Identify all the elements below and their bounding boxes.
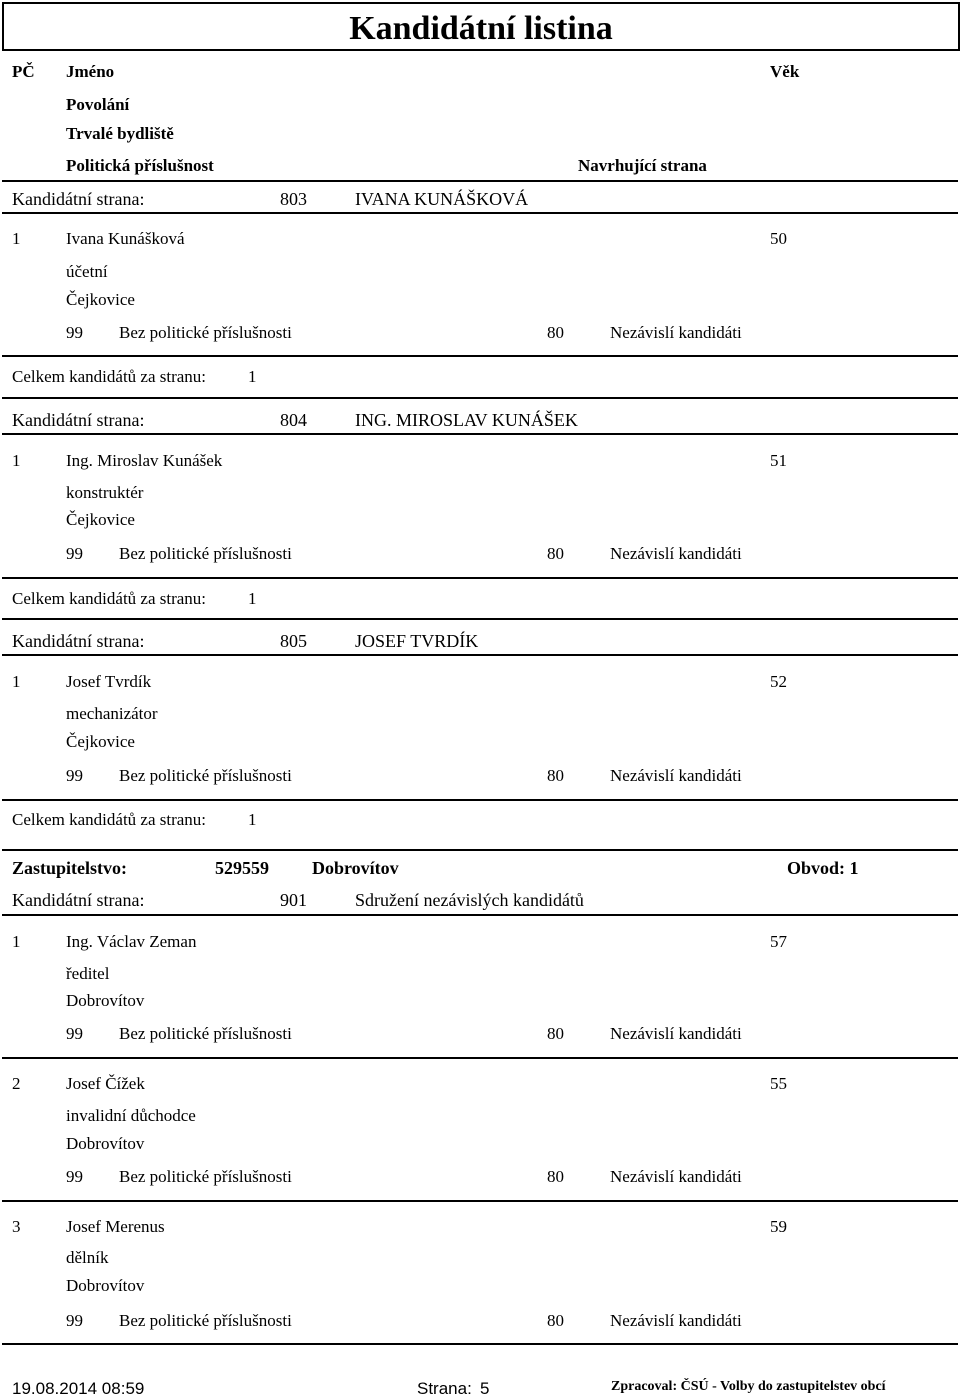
footer-page-label: Strana: [417,1379,472,1398]
header-age: Věk [770,62,800,81]
divider [2,1057,958,1059]
candidate-residence: Čejkovice [66,510,135,529]
total-label: Celkem kandidátů za stranu: [12,810,207,829]
nominating-code: 80 [547,323,564,342]
candidate-age: 59 [770,1217,787,1236]
header-name: Jméno [66,62,115,81]
affiliation-code: 99 [66,766,83,785]
party-name: IVANA KUNÁŠKOVÁ [355,189,529,209]
candidate-age: 55 [770,1074,787,1093]
candidate-occupation: mechanizátor [66,704,158,723]
nominating-party: Nezávislí kandidáti [610,323,742,342]
party-label: Kandidátní strana: [12,189,145,209]
party-number: 901 [280,890,307,910]
council-name: Dobrovítov [312,858,399,878]
total-count: 1 [248,810,257,829]
candidate-pc: 1 [12,229,21,248]
header-residence: Trvalé bydliště [66,124,174,143]
divider [2,212,958,214]
candidate-occupation: invalidní důchodce [66,1106,196,1125]
party-name: Sdružení nezávislých kandidátů [355,890,584,910]
title-box [2,2,960,51]
divider [2,914,958,916]
total-label: Celkem kandidátů za stranu: [12,367,207,386]
affiliation: Bez politické příslušnosti [119,1024,292,1043]
affiliation-code: 99 [66,1311,83,1330]
footer-datetime: 19.08.2014 08:59 [12,1379,145,1398]
district: Obvod: 1 [787,858,859,878]
header-occupation: Povolání [66,95,130,114]
total-count: 1 [248,589,257,608]
council-code: 529559 [215,858,269,878]
header-nominating-party: Navrhující strana [578,156,707,175]
affiliation-code: 99 [66,544,83,563]
candidate-occupation: ředitel [66,964,110,983]
nominating-party: Nezávislí kandidáti [610,1024,742,1043]
candidate-name: Ing. Miroslav Kunášek [66,451,223,470]
council-label: Zastupitelstvo: [12,858,128,878]
party-label: Kandidátní strana: [12,631,145,651]
total-label: Celkem kandidátů za stranu: [12,589,207,608]
affiliation: Bez politické příslušnosti [119,1311,292,1330]
candidate-occupation: konstruktér [66,483,144,502]
affiliation-code: 99 [66,1167,83,1186]
affiliation-code: 99 [66,1024,83,1043]
candidate-name: Josef Čížek [66,1074,145,1093]
candidate-pc: 1 [12,451,21,470]
party-label: Kandidátní strana: [12,410,145,430]
nominating-code: 80 [547,1167,564,1186]
divider [2,577,958,579]
header-affiliation: Politická příslušnost [66,156,214,175]
party-name: JOSEF TVRDÍK [355,631,479,651]
candidate-occupation: dělník [66,1248,109,1267]
page-title: Kandidátní listina [349,10,613,47]
footer-processed-by: Zpracoval: ČSÚ - Volby do zastupitelstev obcí [611,1379,886,1394]
candidate-residence: Čejkovice [66,290,135,309]
candidate-name: Josef Merenus [66,1217,165,1236]
nominating-code: 80 [547,1311,564,1330]
divider [2,849,958,851]
candidate-age: 50 [770,229,787,248]
header-pc: PČ [12,62,35,81]
candidate-residence: Dobrovítov [66,1134,145,1153]
affiliation: Bez politické příslušnosti [119,1167,292,1186]
divider [2,654,958,656]
candidate-residence: Čejkovice [66,732,135,751]
candidate-name: Josef Tvrdík [66,672,152,691]
candidate-pc: 2 [12,1074,21,1093]
nominating-party: Nezávislí kandidáti [610,544,742,563]
affiliation-code: 99 [66,323,83,342]
candidate-age: 52 [770,672,787,691]
party-name: ING. MIROSLAV KUNÁŠEK [355,410,578,430]
candidate-residence: Dobrovítov [66,991,145,1010]
footer-page-number: 5 [480,1379,490,1398]
divider [2,397,958,399]
candidate-occupation: účetní [66,262,108,281]
divider [2,433,958,435]
nominating-code: 80 [547,544,564,563]
nominating-code: 80 [547,766,564,785]
nominating-code: 80 [547,1024,564,1043]
party-label: Kandidátní strana: [12,890,145,910]
party-number: 805 [280,631,307,651]
nominating-party: Nezávislí kandidáti [610,1311,742,1330]
candidate-pc: 1 [12,672,21,691]
candidate-name: Ivana Kunášková [66,229,185,248]
affiliation: Bez politické příslušnosti [119,544,292,563]
divider [2,1200,958,1202]
candidate-pc: 3 [12,1217,21,1236]
affiliation: Bez politické příslušnosti [119,766,292,785]
party-number: 803 [280,189,307,209]
party-number: 804 [280,410,307,430]
divider [2,799,958,801]
candidate-age: 57 [770,932,787,951]
candidate-name: Ing. Václav Zeman [66,932,197,951]
divider [2,180,958,182]
total-count: 1 [248,367,257,386]
affiliation: Bez politické příslušnosti [119,323,292,342]
nominating-party: Nezávislí kandidáti [610,766,742,785]
divider [2,355,958,357]
nominating-party: Nezávislí kandidáti [610,1167,742,1186]
divider [2,618,958,620]
candidate-age: 51 [770,451,787,470]
candidate-residence: Dobrovítov [66,1276,145,1295]
divider [2,1343,958,1345]
candidate-pc: 1 [12,932,21,951]
